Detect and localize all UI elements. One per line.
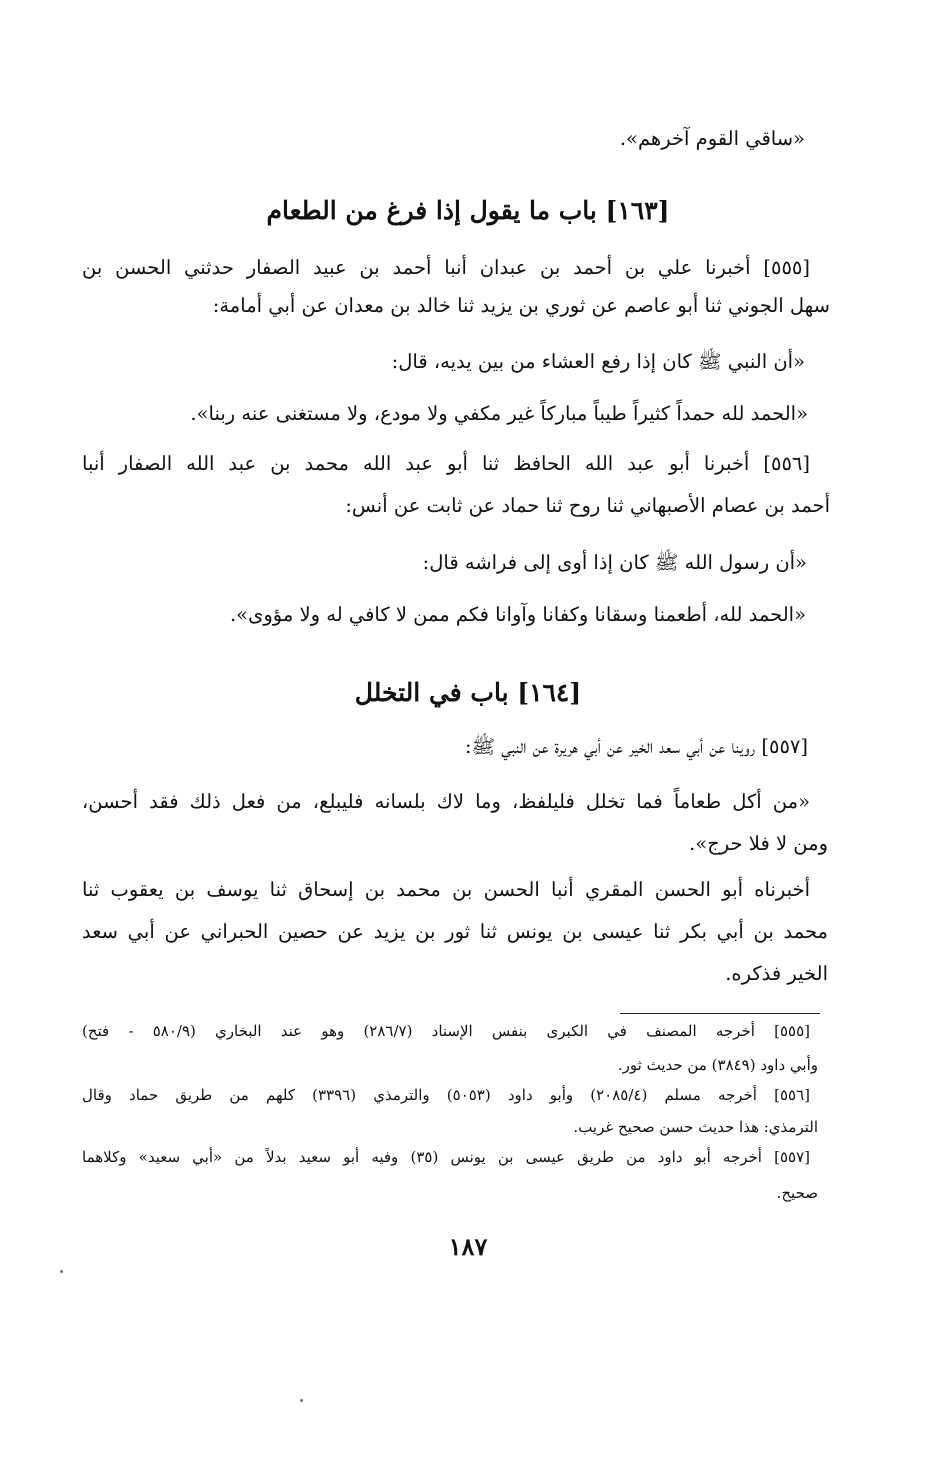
footnote-557-line-1: [٥٥٧] أخرجه أبو داود من طريق عيسى بن يونس (٣٥) وفيه أبو سعيد بدلاً من «أبي سعيد» وكلاهما xyxy=(82,1148,810,1166)
top-line: «ساقي القوم آخرهم». xyxy=(619,127,805,150)
page-number: ١٨٧ xyxy=(448,1232,488,1261)
footnote-557-line-2: صحيح. xyxy=(776,1184,818,1202)
footnote-555-line-2: وأبي داود (٣٨٤٩) من حديث ثور. xyxy=(617,1056,818,1074)
hadith-556-line-2: أحمد بن عصام الأصبهاني ثنا روح ثنا حماد عن ثابت عن أنس: xyxy=(345,494,830,517)
scan-speck xyxy=(300,1399,303,1402)
hadith-556-matn-intro: «أن رسول الله ﷺ كان إذا أوى إلى فراشه قال: xyxy=(422,551,807,574)
section-heading-164: [١٦٤] باب في التخلل xyxy=(354,678,582,707)
section-heading-163: [١٦٣] باب ما يقول إذا فرغ من الطعام xyxy=(266,196,670,225)
takhrij-line-2: محمد بن أبي بكر ثنا عيسى بن يونس ثنا ثور بن يزيد عن حصين الحبراني عن أبي سعد xyxy=(82,920,828,943)
hadith-555-line-1: [٥٥٥] أخبرنا علي بن أحمد بن عبدان أنبا أحمد بن عبيد الصفار حدثني الحسن بن xyxy=(82,256,810,279)
hadith-556-line-1: [٥٥٦] أخبرنا أبو عبد الله الحافظ ثنا أبو عبد الله محمد بن عبد الله الصفار أنبا xyxy=(82,452,810,475)
hadith-557-matn-line-2: ومن لا فلا حرج». xyxy=(689,832,828,855)
hadith-556-matn: «الحمد لله، أطعمنا وسقانا وكفانا وآوانا فكم ممن لا كافي له ولا مؤوى». xyxy=(229,603,806,626)
hadith-555-matn: «الحمد لله حمداً كثيراً طيباً مباركاً غير مكفي ولا مودع، ولا مستغنى عنه ربنا». xyxy=(190,402,808,425)
footnote-556-line-1: [٥٥٦] أخرجه مسلم (٢٠٨٥/٤) وأبو داود (٥٠٥٣) والترمذي (٣٣٩٦) كلهم من طريق حماد وقال xyxy=(82,1086,810,1104)
takhrij-line-3: الخير فذكره. xyxy=(725,962,828,985)
scan-speck xyxy=(60,1270,63,1273)
footnote-separator xyxy=(620,1013,820,1014)
hadith-557-isnad: [٥٥٧] روينا عن أبي سعد الخير عن أبي هريرة عن النبي ﷺ: xyxy=(464,735,808,758)
hadith-557-matn-line-1: «من أكل طعاماً فما تخلل فليلفظ، وما لاك بلسانه فليبلع، من فعل ذلك فقد أحسن، xyxy=(82,790,810,813)
footnote-555-line-1: [٥٥٥] أخرجه المصنف في الكبرى بنفس الإسناد (٢٨٦/٧) وهو عند البخاري (٥٨٠/٩ - فتح) xyxy=(82,1022,810,1040)
hadith-555-matn-intro: «أن النبي ﷺ كان إذا رفع العشاء من بين يديه، قال: xyxy=(391,350,805,373)
footnote-556-line-2: الترمذي: هذا حديث حسن صحيح غريب. xyxy=(573,1118,818,1136)
hadith-555-line-2: سهل الجوني ثنا أبو عاصم عن ثوري بن يزيد ثنا خالد بن معدان عن أبي أمامة: xyxy=(212,294,830,317)
takhrij-line-1: أخبرناه أبو الحسن المقري أنبا الحسن بن محمد بن إسحاق ثنا يوسف بن يعقوب ثنا xyxy=(82,878,810,901)
